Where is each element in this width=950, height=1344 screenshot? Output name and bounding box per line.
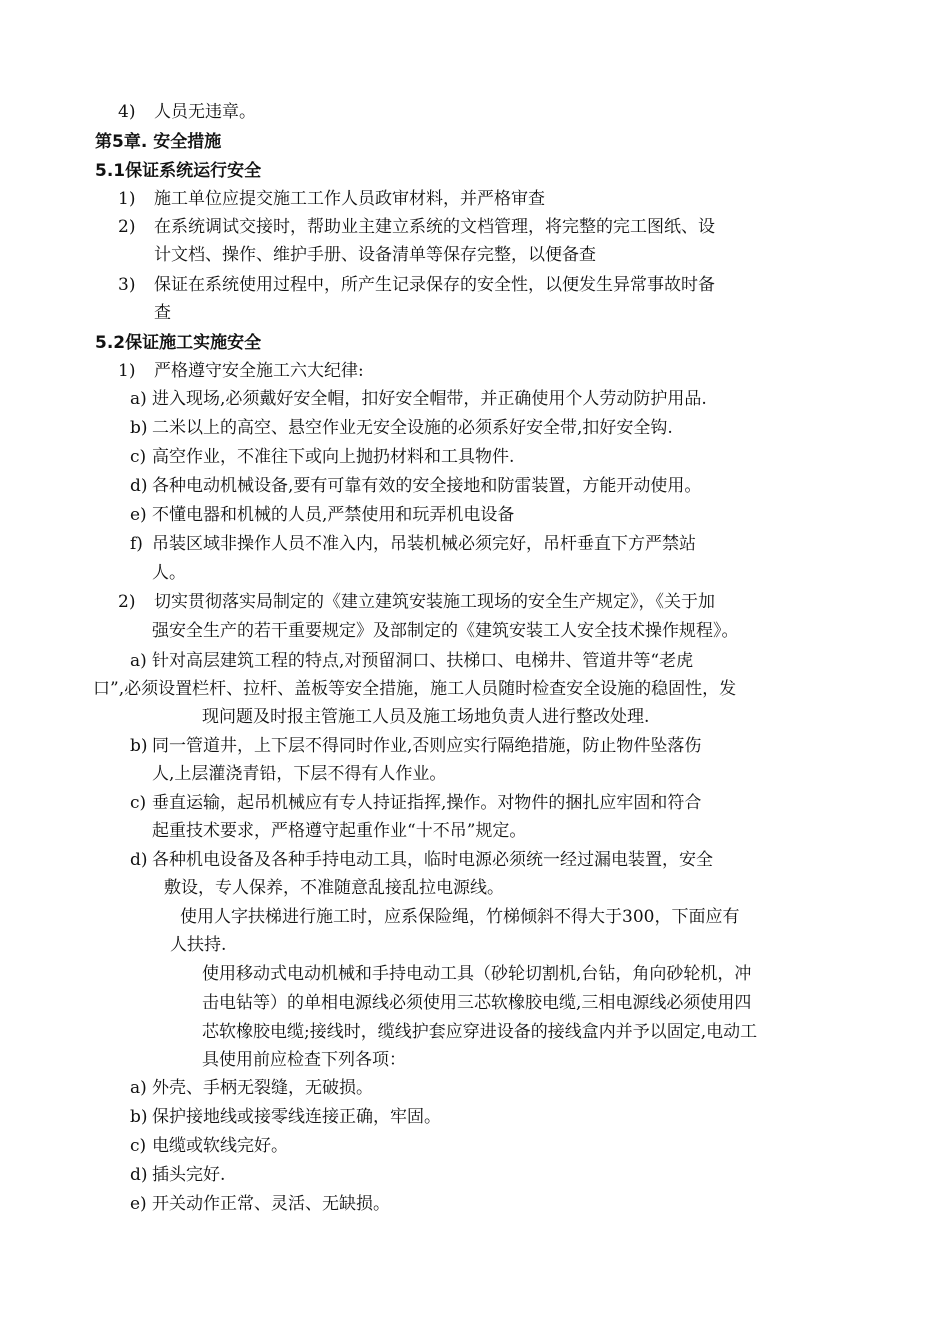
sub-list-item <box>130 504 515 526</box>
sub-list-item <box>130 388 707 410</box>
section-heading: 5.2保证施工实施安全 <box>95 333 262 353</box>
list-text: 垂直运输，起吊机械应有专人持证指挥,操作。对物件的捆扎应牢固和符合 <box>152 793 702 813</box>
paragraph-line: 击电钻等）的单相电源线必须使用三芯软橡胶电缆,三相电源线必须使用四 <box>202 993 752 1013</box>
list-marker: d) <box>130 1165 148 1185</box>
paragraph-line: 人扶持. <box>170 935 227 955</box>
list-text-continuation: 人。 <box>152 563 186 583</box>
sub-list-item <box>130 446 515 468</box>
paragraph-line: 芯软橡胶电缆;接线时，缆线护套应穿进设备的接线盒内并予以固定,电动工 <box>202 1022 758 1042</box>
sub-list-item <box>130 417 673 439</box>
list-marker: c) <box>130 447 147 467</box>
list-text: 各种电动机械设备,要有可靠有效的安全接地和防雷装置，方能开动使用。 <box>152 476 702 496</box>
list-marker: 4) <box>118 102 136 122</box>
list-marker: 3) <box>118 275 136 295</box>
list-item <box>118 216 715 238</box>
list-text-continuation: 查 <box>154 303 171 323</box>
sub-list-item <box>130 1135 288 1157</box>
list-marker: 2) <box>118 592 136 612</box>
list-text-continuation: 口”,必须设置栏杆、拉杆、盖板等安全措施，施工人员随时检查安全设施的稳固性，发 <box>93 679 737 699</box>
list-item <box>118 591 715 613</box>
sub-list-item <box>130 475 702 497</box>
list-text-continuation: 人,上层灌浇青铅，下层不得有人作业。 <box>152 764 447 784</box>
list-text: 开关动作正常、灵活、无缺损。 <box>152 1194 390 1214</box>
list-marker: d) <box>130 476 148 496</box>
list-marker: a) <box>130 389 147 409</box>
list-text: 施工单位应提交施工工作人员政审材料，并严格审查 <box>154 189 545 209</box>
list-marker: c) <box>130 793 147 813</box>
list-text: 保护接地线或接零线连接正确，牢固。 <box>152 1107 441 1127</box>
paragraph-line: 使用人字扶梯进行施工时，应系保险绳，竹梯倾斜不得大于300，下面应有 <box>180 907 740 927</box>
sub-list-item <box>130 792 702 814</box>
sub-list-item <box>130 849 713 871</box>
list-item <box>118 101 256 123</box>
list-marker: a) <box>130 651 147 671</box>
list-marker: 1) <box>118 361 136 381</box>
list-text: 吊装区域非操作人员不准入内，吊装机械必须完好，吊杆垂直下方严禁站 <box>152 534 696 554</box>
list-text-continuation: 强安全生产的若干重要规定》及部制定的《建筑安装工人安全技术操作规程》。 <box>152 621 739 641</box>
list-marker: b) <box>130 736 148 756</box>
section-heading: 5.1保证系统运行安全 <box>95 161 262 181</box>
list-text: 在系统调试交接时，帮助业主建立系统的文档管理，将完整的完工图纸、设 <box>154 217 715 237</box>
list-text: 针对高层建筑工程的特点,对预留洞口、扶梯口、电梯井、管道井等“老虎 <box>152 651 694 671</box>
list-text: 外壳、手柄无裂缝，无破损。 <box>152 1078 373 1098</box>
list-marker: d) <box>130 850 148 870</box>
list-text: 同一管道井，上下层不得同时作业,否则应实行隔绝措施，防止物件坠落伤 <box>152 736 702 756</box>
list-marker: a) <box>130 1078 147 1098</box>
list-item <box>118 274 715 296</box>
list-item <box>118 188 545 210</box>
sub-list-item <box>130 1164 226 1186</box>
list-text: 插头完好. <box>152 1165 226 1185</box>
list-marker: 2) <box>118 217 136 237</box>
sub-list-item <box>130 735 702 757</box>
chapter-heading: 第5章. 安全措施 <box>95 132 222 152</box>
list-marker: e) <box>130 505 147 525</box>
list-text: 进入现场,必须戴好安全帽，扣好安全帽带，并正确使用个人劳动防护用品. <box>152 389 707 409</box>
list-text-continuation: 起重技术要求，严格遵守起重作业“十不吊”规定。 <box>152 821 527 841</box>
list-text-continuation: 敷设，专人保养，不准随意乱接乱拉电源线。 <box>164 878 504 898</box>
list-text-continuation: 现问题及时报主管施工人员及施工场地负责人进行整改处理. <box>202 707 650 727</box>
list-text-continuation: 计文档、操作、维护手册、设备清单等保存完整，以便备查 <box>154 245 596 265</box>
list-marker: e) <box>130 1194 147 1214</box>
list-text: 二米以上的高空、悬空作业无安全设施的必须系好安全带,扣好安全钩. <box>152 418 673 438</box>
sub-list-item <box>130 1193 390 1215</box>
list-item <box>118 360 364 382</box>
list-marker: b) <box>130 418 148 438</box>
list-marker: b) <box>130 1107 148 1127</box>
list-text: 切实贯彻落实局制定的《建立建筑安装施工现场的安全生产规定》，《关于加 <box>154 592 715 612</box>
paragraph-line: 使用移动式电动机械和手持电动工具（砂轮切割机,台钻，角向砂轮机，冲 <box>202 964 752 984</box>
sub-list-item <box>130 533 696 555</box>
list-text: 人员无违章。 <box>154 102 256 122</box>
list-marker: 1) <box>118 189 136 209</box>
list-text: 保证在系统使用过程中，所产生记录保存的安全性，以便发生异常事故时备 <box>154 275 715 295</box>
list-text: 不懂电器和机械的人员,严禁使用和玩弄机电设备 <box>152 505 515 525</box>
sub-list-item <box>130 1077 373 1099</box>
paragraph-line: 具使用前应检查下列各项： <box>202 1050 406 1070</box>
list-text: 高空作业，不准往下或向上抛扔材料和工具物件. <box>152 447 515 467</box>
sub-list-item <box>130 650 694 672</box>
list-marker: c) <box>130 1136 147 1156</box>
list-text: 严格遵守安全施工六大纪律: <box>154 361 364 381</box>
list-marker: f) <box>130 534 143 554</box>
list-text: 各种机电设备及各种手持电动工具，临时电源必须统一经过漏电装置，安全 <box>152 850 713 870</box>
list-text: 电缆或软线完好。 <box>152 1136 288 1156</box>
sub-list-item <box>130 1106 441 1128</box>
